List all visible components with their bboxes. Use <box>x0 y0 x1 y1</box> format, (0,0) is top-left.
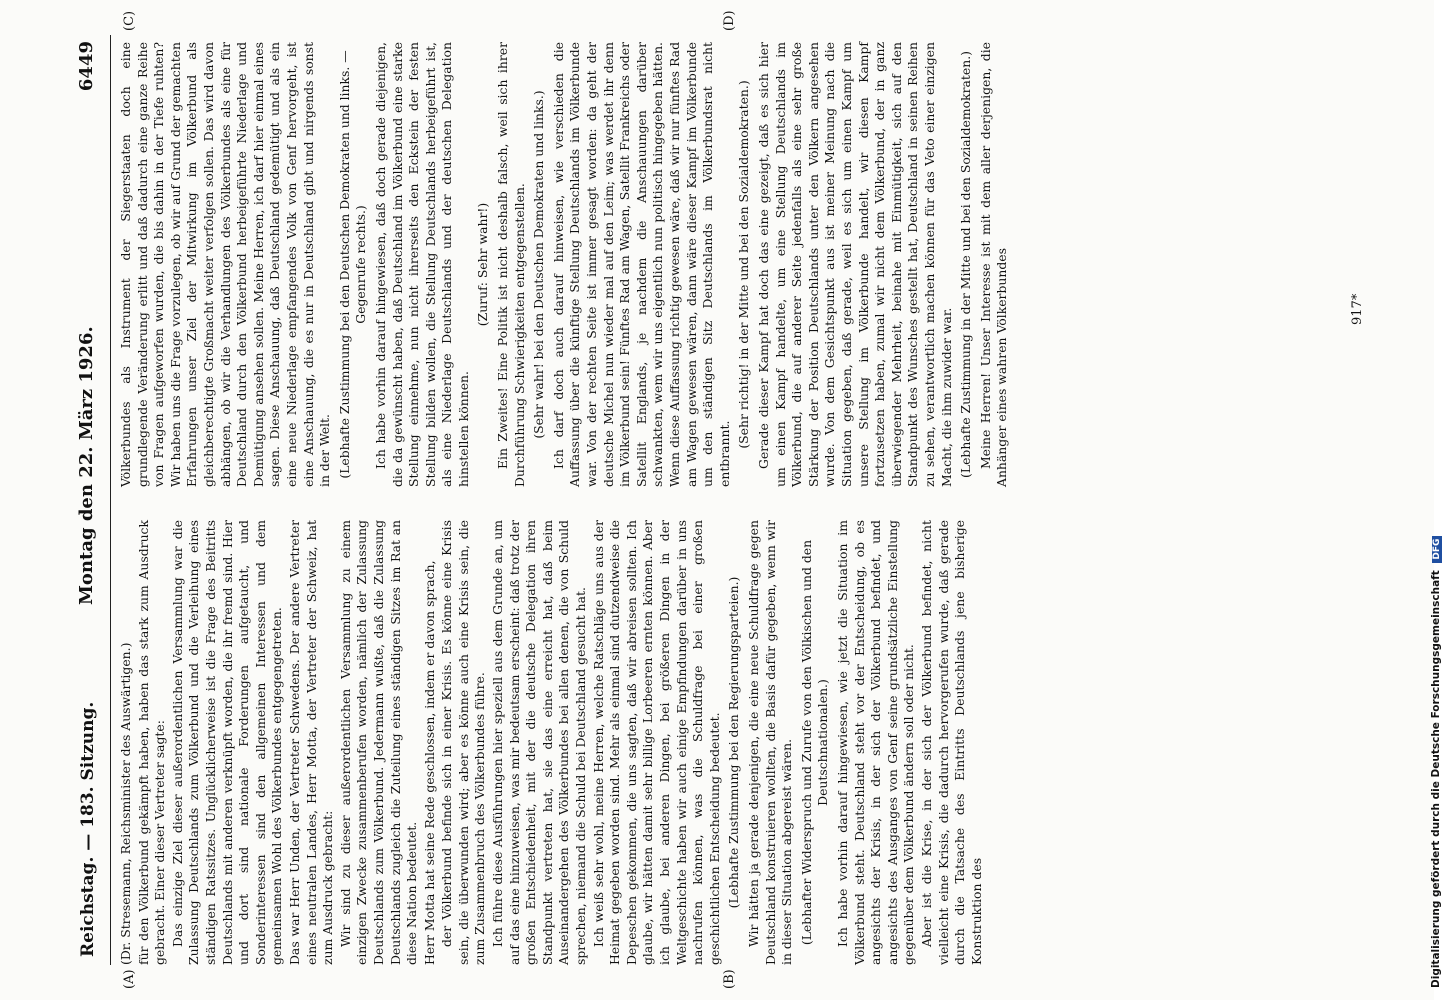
interjection: (Lebhafte Zustimmung in der Mitte und bei den Sozialdemokraten.) <box>958 51 974 478</box>
paragraph: Ich darf doch auch darauf hinweisen, wie verschieden die Auffassung über die künftige Stellung Deutschlands im Völkerbunde war. Von der rechten Seite ist immer gesagt worden: da geht der deutsche Michel nun wieder mal auf den Leim; was werdet ihr denn im Völkerbund sein! Fünftes Rad am Wagen, Satellit Frankreichs oder Satellit Englands, je nachdem die Anschauungen darüber schwankten, wem wir uns eigentlich nun politisch hingegeben hätten. Wenn diese Auffassung richtig gewesen wäre, daß wir nur fünftes Rad am Wagen gewesen wären, dann wäre dieser Kampf im Völkerbunde um den ständigen Sitz Deutschlands im Völkerbundsrat nicht entbrannt. <box>550 42 732 487</box>
paragraph: Ich führe diese Ausführungen hier speziell aus dem Grunde an, um auf das eine hinzuweisen, was mir bedeutsam erscheint: daß trotz der großen Entschiedenheit, mit der die deutsche Delegation ihren Standpunkt vertreten hat, sie das eine erreicht hat, daß beim Auseinandergehen des Völkerbundes bei allen denen, die von Schuld sprechen, niemand die Schuld bei Deutschland gesucht hat. <box>490 520 589 965</box>
interjection: (Zuruf: Sehr wahr!) <box>475 202 491 327</box>
margin-marker-a: (A) <box>122 969 137 989</box>
paragraph: Ich weiß sehr wohl, meine Herren, welche Ratschläge uns aus der Heimat gegeben worden sind. Mehr als einmal sind dutzendweise die Depeschen gekommen, die uns sagten, daß wir abreisen sollten. Ich glaube, wir hätten damit sehr billige Lorbeeren ernten können. Aber ich glaube, bei anderen Dingen, bei größeren Dingen in der Weltgeschichte haben wir auch einige Empfindungen darüber in uns nachrufen können, was die Schuldfrage bei einer großen geschichtlichen Entscheidung bedeutet. <box>590 520 722 965</box>
quote-paragraph: Das einzige Ziel dieser außerordentlichen Versammlung war die Zulassung Deutschlands zum Völkerbund und die Verleihung eines ständigen Ratssitzes. Unglücklicherweise ist die Frage des Beitritts Deutschlands mit anderen verknüpft worden, die ihr fremd sind. Hier und dort sind nationale Forderungen aufgetaucht, und Sonderinteressen sind den allgemeinen Interessen und dem gemeinsamen Wohl des Völkerbundes entgegengetreten. <box>169 520 285 965</box>
interjection: (Lebhafter Widerspruch und Zurufe von den Völkischen und den Deutschnationalen.) <box>798 539 831 946</box>
paragraph: Herr Motta hat seine Rede geschlossen, indem er davon sprach, <box>421 560 437 965</box>
paragraph: Gerade dieser Kampf hat doch das eine gezeigt, daß es sich hier um einen Kampf handelte, um eine Stellung Deutschlands im Völkerbund, die auf anderer Seite jedenfalls als eine sehr große Stärkung der Position Deutschlands unter den Völkern angesehen wurde. Von dem Gesichtspunkt aus ist meiner Meinung nach die Situation gegeben, daß gerade, weil es sich um einen Kampf um unsere Stellung im Völkerbunde handelt, wir diesen Kampf fortzusetzen haben, zumal wir nicht dem Völkerbund, der in ganz überwiegender Mehrheit, beinahe mit Einmütigkeit, sich auf den Standpunkt des Wunsches gestellt hat, Deutschland in seinen Reihen zu sehen, verantwortlich machen können für das Veto einer einzigen Macht, die ihm zuwider war. <box>755 42 954 487</box>
header-date: Montag den 22. März 1926. <box>76 326 97 605</box>
margin-marker-c: (C) <box>122 10 137 31</box>
paragraph: Wir hätten ja gerade denjenigen, die eine neue Schuldfrage gegen Deutschland konstruieren wollten, die Basis dafür gegeben, wenn wir in dieser Situation abgereist wären. <box>745 520 795 965</box>
credit-text: Digitalisierung gefördert durch die Deutsche Forschungsgemeinschaft <box>1430 570 1442 988</box>
paragraph: Aber ist die Krise, in der sich der Völkerbund befindet, nicht vielleicht eine Krisis, die dadurch hervorgerufen wurde, daß gerade durch die Tatsache des Eintritts Deutschlands jene bisherige Konstruktion des <box>918 520 984 965</box>
quote-paragraph: der Völkerbund befinde sich in einer Krisis. Es könne eine Krisis sein, die überwunden wird; aber es könne auch eine Krisis sein, die zum Zusammenbruch des Völkerbundes führe. <box>439 520 488 965</box>
paragraph: Das war Herr Unden, der Vertreter Schwedens. Der andere Vertreter eines neutralen Landes, Herr Motta, der Vertreter der Schweiz, hat zum Ausdruck gebracht: <box>286 520 336 965</box>
text-column-left <box>118 520 986 965</box>
interjection: (Lebhafte Zustimmung bei den Deutschen Demokraten und links. — Gegenrufe rechts.) <box>336 50 369 479</box>
margin-marker-d: (D) <box>722 10 737 31</box>
dfg-logo: DFG <box>1432 536 1442 563</box>
header-page-number: 6449 <box>76 41 97 92</box>
header-session: Reichstag. — 183. Sitzung. <box>78 701 98 957</box>
margin-marker-b: (B) <box>722 969 737 989</box>
interjection: (Sehr richtig! in der Mitte und bei den Sozialdemokraten.) <box>736 80 752 449</box>
digitization-credit <box>1430 8 1442 988</box>
paragraph: Ich habe vorhin darauf hingewiesen, wie jetzt die Situation im Völkerbund steht. Deutschland steht vor der Entscheidung, ob es angesichts der Krisis, in der sich der Völkerbund befindet, und angesichts des Ausganges von Genf seine grundsätzliche Einstellung gegenüber dem Völkerbund ändern soll oder nicht. <box>834 520 917 965</box>
paragraph: Völkerbundes als Instrument der Siegerstaaten doch eine grundlegende Veränderung erlitt und daß dadurch eine ganze Reihe von Fragen aufgeworfen wurden, die bis dahin in der Tiefe ruhten? Wir haben uns die Frage vorzulegen, ob wir auf Grund der gemachten Erfahrungen unser Ziel der Mitwirkung im Völkerbund als gleichberechtigte Großmacht weiter verfolgen sollen. Das wird davon abhängen, ob wir die Verhandlungen des Völkerbundes als eine für Deutschland durch den Völkerbund herbeigeführte Niederlage und Demütigung ansehen sollen. Meine Herren, ich darf hier einmal eines sagen. Diese Anschauung, daß Deutschland gedemütigt und als ein eine neue Niederlage empfangendes Volk von Genf hervorgeht, ist eine Anschauung, die es nur in Deutschland gibt und nirgends sonst in der Welt. <box>118 42 333 487</box>
paragraph: Ich habe vorhin darauf hingewiesen, daß doch gerade diejenigen, die da gewünscht haben, daß Deutschland im Völkerbund eine starke Stellung einnehme, nun nicht ihrerseits den Eckstein der festen Stellung bilden wollen, die Stellung Deutschlands herbeigeführt ist, als eine Niederlage Deutschlands und der deutschen Delegation hinstellen können. <box>372 42 471 487</box>
rotated-document-page <box>62 10 1372 989</box>
paragraph: Meine Herren! Unser Interesse ist mit dem aller derjenigen, die Anhänger eines wahren Völkerbundes <box>977 42 1010 487</box>
page-header <box>62 35 111 965</box>
interjection: (Lebhafte Zustimmung bei den Regierungsparteien.) <box>726 576 742 909</box>
signature-mark: 917* <box>1350 293 1365 325</box>
interjection: (Sehr wahr! bei den Deutschen Demokraten und links.) <box>531 90 547 439</box>
paragraph: für den Völkerbund gekämpft haben, haben das stark zum Ausdruck gebracht. Einer dieser Vertreter sagte: <box>135 520 168 965</box>
quote-paragraph: Wir sind zu dieser außerordentlichen Versammlung zu einem einzigen Zwecke zusammenberufen worden, nämlich der Zulassung Deutschlands zum Völkerbund. Jedermann wußte, daß die Zulassung Deutschlands zugleich die Zuteilung eines ständigen Sitzes im Rat an diese Nation bedeutet. <box>337 520 420 965</box>
paragraph: Ein Zweites! Eine Politik ist nicht deshalb falsch, weil sich ihrer Durchführung Schwierigkeiten entgegenstellen. <box>495 42 527 487</box>
text-column-right <box>118 42 1012 487</box>
paragraph: (Dr. Stresemann, Reichsminister des Auswärtigen.) <box>118 642 133 965</box>
